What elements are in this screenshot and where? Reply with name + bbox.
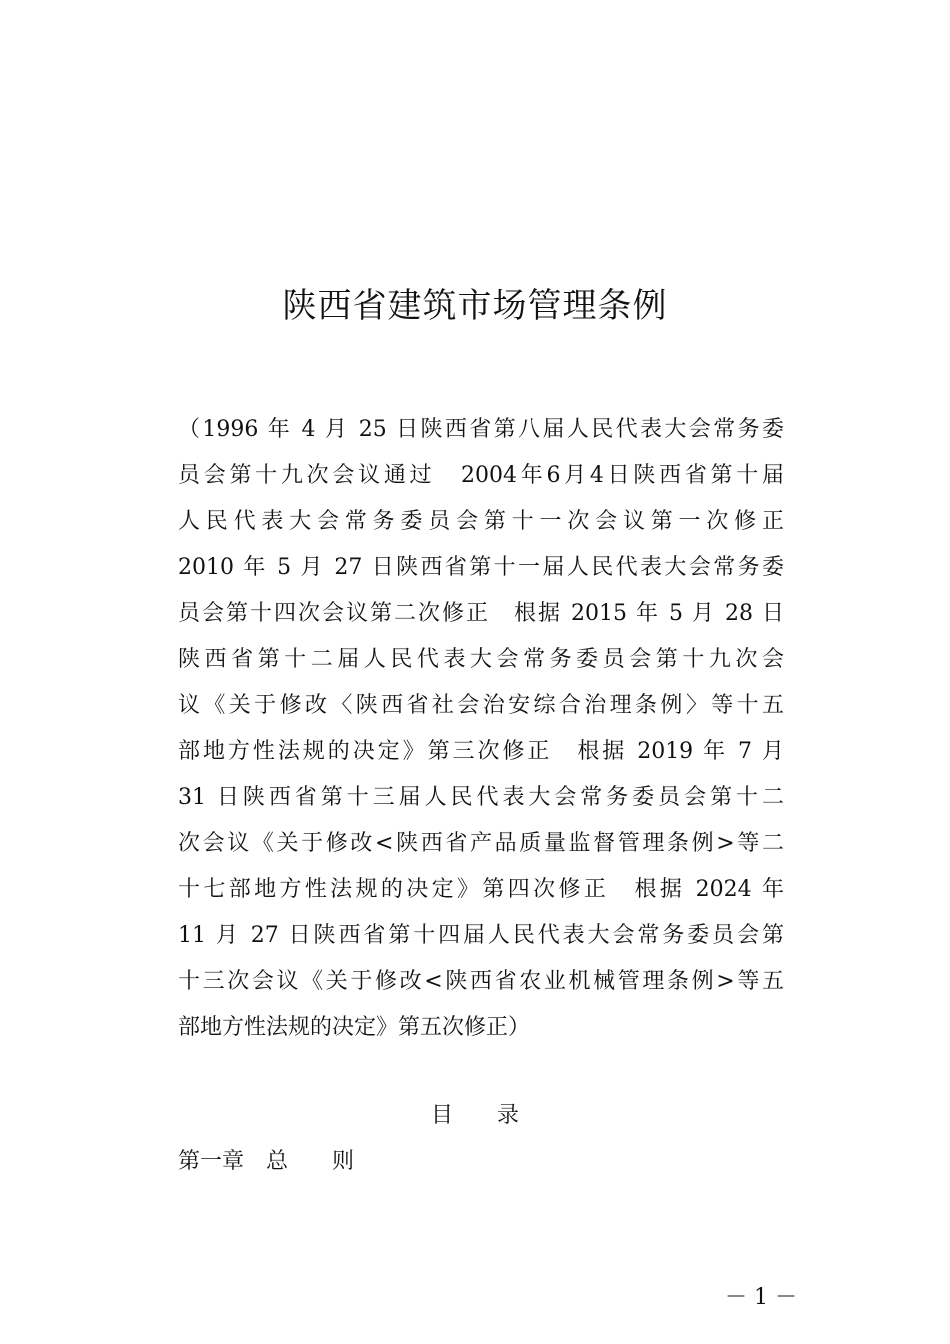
table-of-contents-heading: 目 录 <box>430 1103 519 1128</box>
preamble-line: 11 月 27 日陕西省第十四届人民代表大会常务委员会第 <box>178 923 784 948</box>
preamble-line: 部地方性法规的决定》第五次修正） <box>178 1015 531 1040</box>
amendment-history-preamble <box>178 407 784 1051</box>
preamble-line: （1996 年 4 月 25 日陕西省第八届人民代表大会常务委 <box>178 417 784 442</box>
document-title: 陕西省建筑市场管理条例 <box>282 286 668 326</box>
preamble-line: 十三次会议《关于修改<陕西省农业机械管理条例>等五 <box>178 969 784 994</box>
preamble-line: 2010 年 5 月 27 日陕西省第十一届人民代表大会常务委 <box>178 555 784 580</box>
preamble-line: 人民代表大会常务委员会第十一次会议第一次修正 <box>178 509 784 534</box>
preamble-line: 员会第十四次会议第二次修正 根据 2015 年 5 月 28 日 <box>178 601 784 626</box>
page-number: － 1 － <box>725 1285 797 1310</box>
preamble-line: 议《关于修改〈陕西省社会治安综合治理条例〉等十五 <box>178 693 784 718</box>
preamble-line: 部地方性法规的决定》第三次修正 根据 2019 年 7 月 <box>178 739 784 764</box>
preamble-line: 次会议《关于修改<陕西省产品质量监督管理条例>等二 <box>178 831 784 856</box>
preamble-line: 十七部地方性法规的决定》第四次修正 根据 2024 年 <box>178 877 784 902</box>
toc-chapter-1: 第一章 总 则 <box>178 1149 355 1174</box>
preamble-line: 员会第十九次会议通过 2004年6月4日陕西省第十届 <box>178 463 784 488</box>
preamble-line: 31 日陕西省第十三届人民代表大会常务委员会第十二 <box>178 785 784 810</box>
preamble-line: 陕西省第十二届人民代表大会常务委员会第十九次会 <box>178 647 784 672</box>
